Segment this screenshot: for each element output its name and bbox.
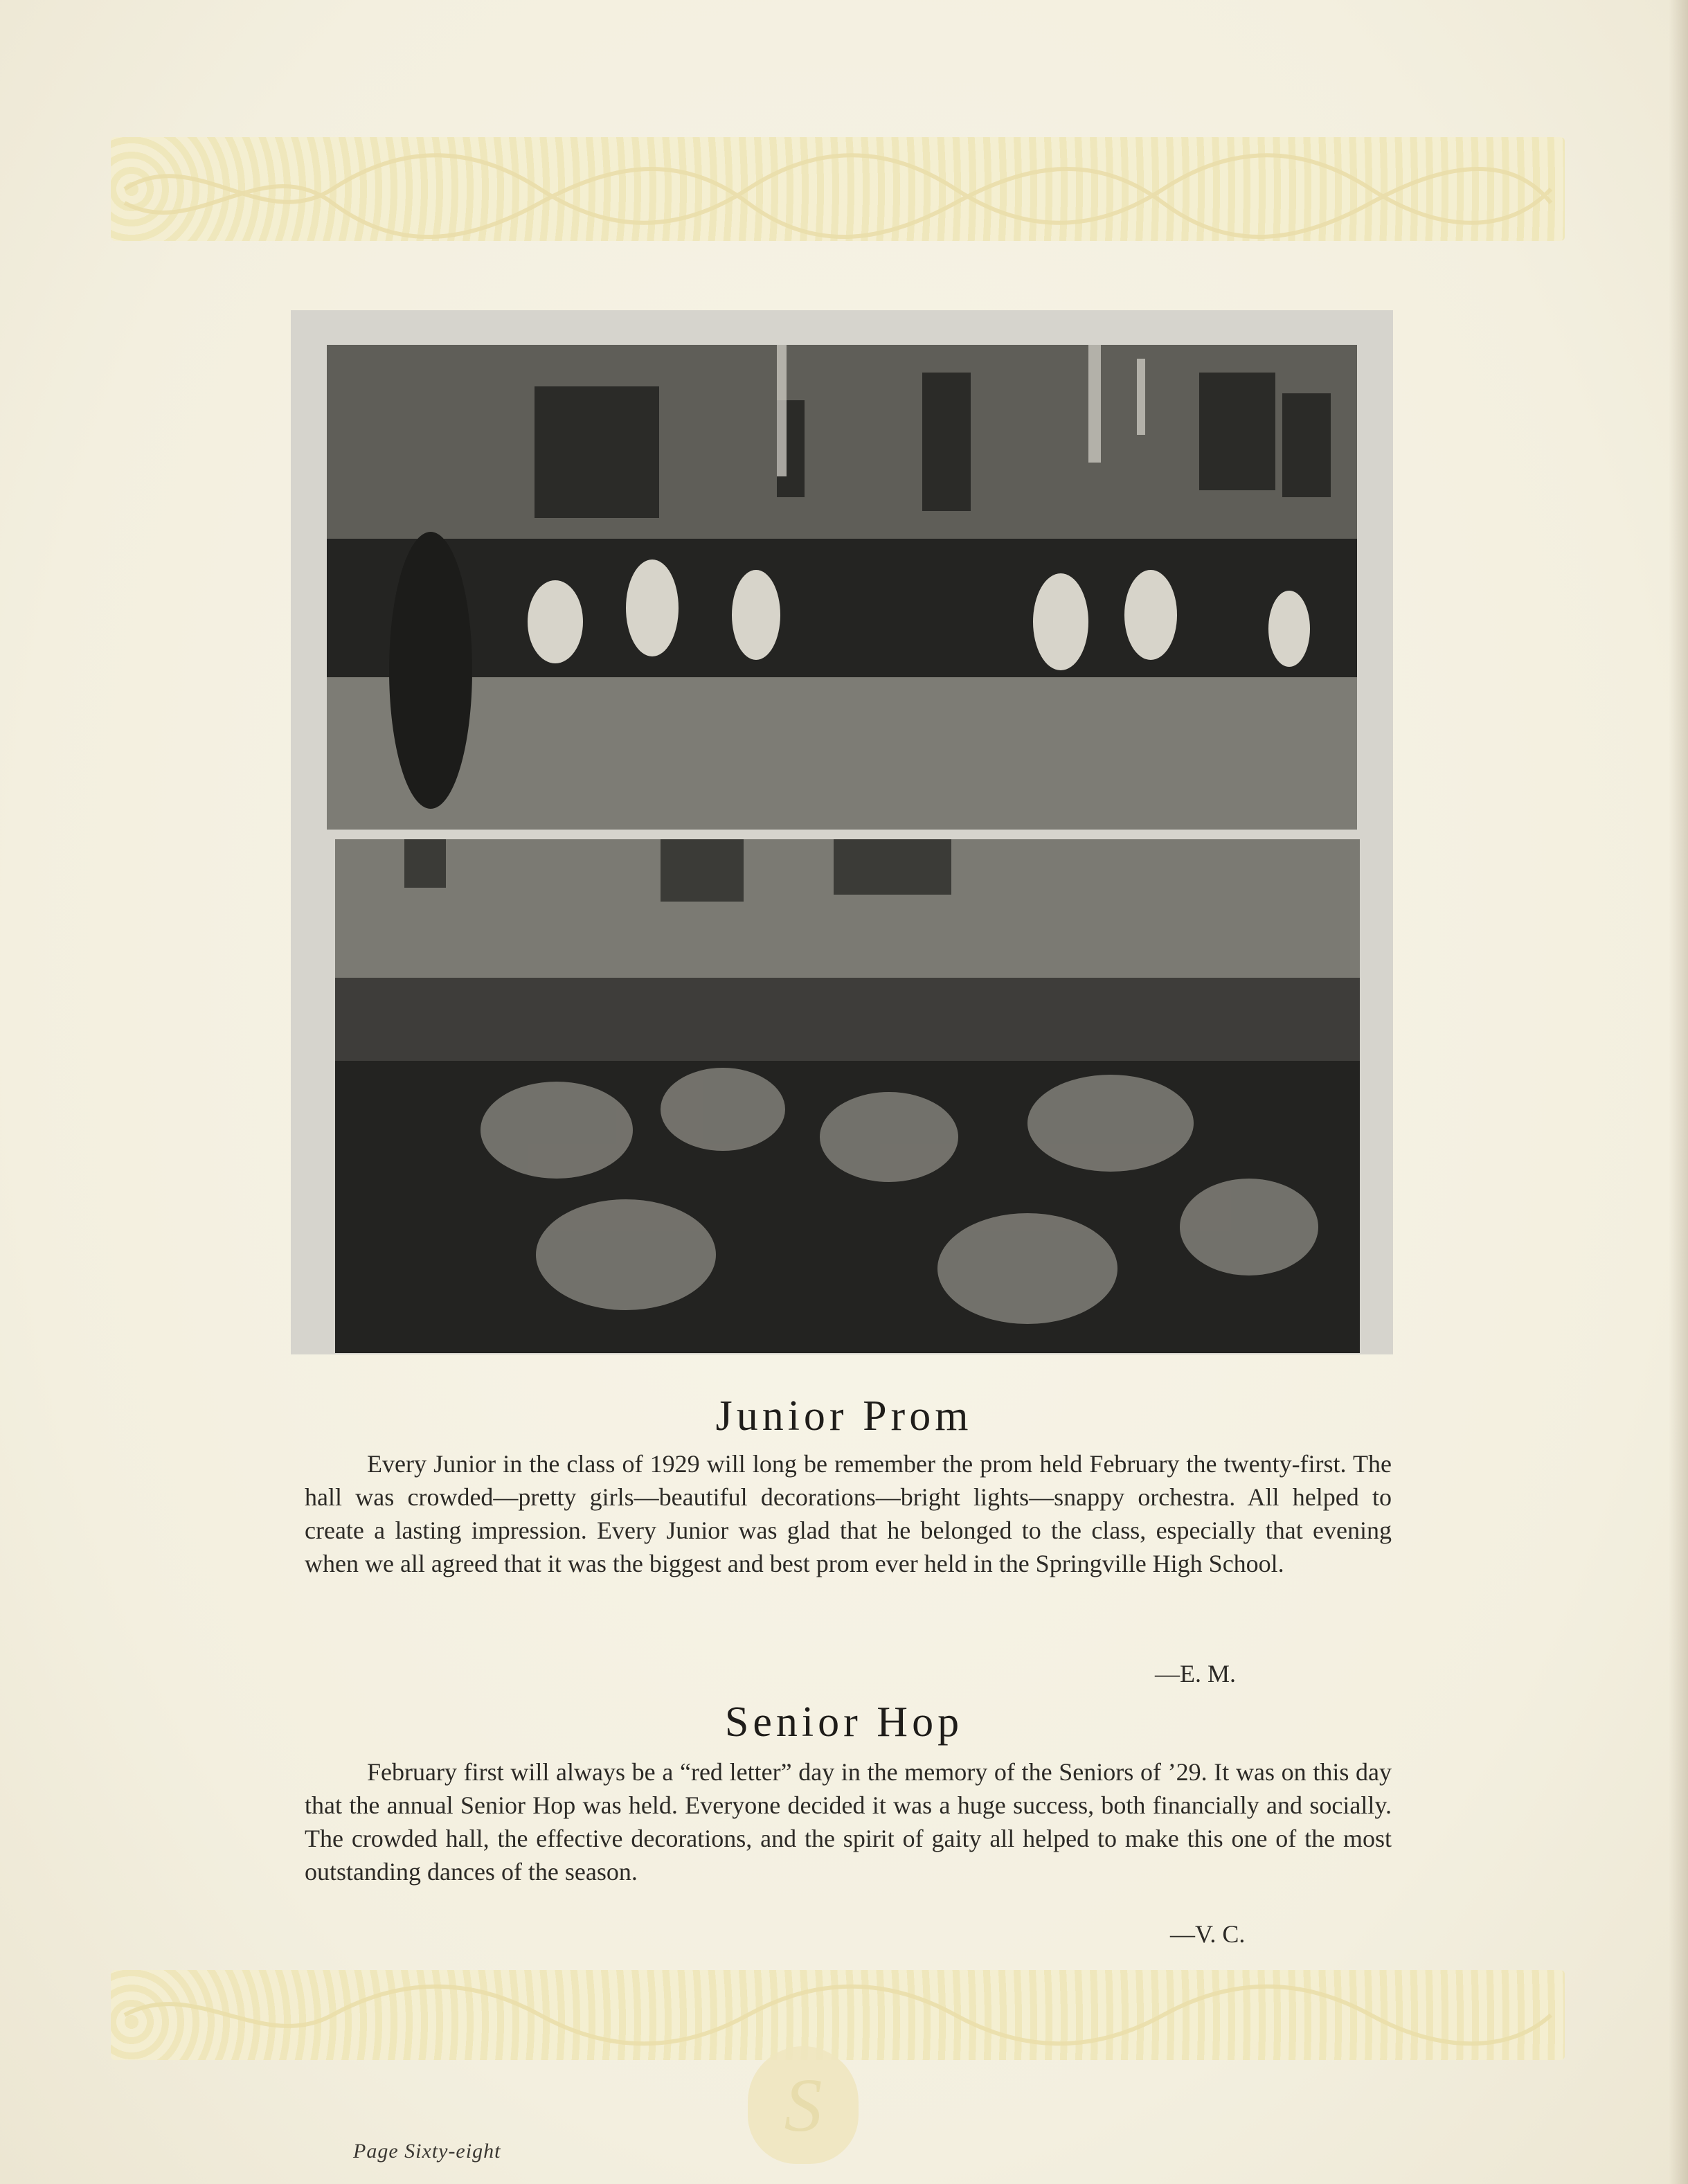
signature-senior-hop: —V. C. (1170, 1920, 1246, 1948)
photo-prom-crowd (327, 345, 1357, 830)
page-number: Page Sixty-eight (353, 2140, 501, 2163)
ornamental-border-bottom (111, 1970, 1565, 2060)
monogram-emblem: S (748, 2046, 859, 2164)
article-title-senior-hop: Senior Hop (724, 1699, 964, 1746)
signature-junior-prom: —E. M. (1155, 1660, 1236, 1688)
article-body-senior-hop: February first will always be a “red letter” day in the memory of the Seniors of ’29. It was on this day that the annual Senior Hop was held. Everyone decided it was a huge success, both financially and socially. The crowded hall, the effective decorations, and the spirit of gaity all helped to make this one of the most outstanding dances of the season. (305, 1758, 1392, 1886)
page-edge-shadow (1669, 0, 1688, 2184)
article-body-junior-prom: Every Junior in the class of 1929 will long be remember the prom held February the twenty-first. The hall was crowded—pretty girls—beautiful decorations—bright lights—snappy orchestra. All helped to create a lasting impression. Every Junior was glad that he belonged to the class, especially that evening when we all agreed that it was the biggest and best prom ever held in the Springville High School. (305, 1450, 1392, 1577)
photo-prom-dancers (335, 839, 1360, 1353)
ornamental-border-top (111, 137, 1565, 241)
article-title-junior-prom: Junior Prom (715, 1393, 973, 1440)
